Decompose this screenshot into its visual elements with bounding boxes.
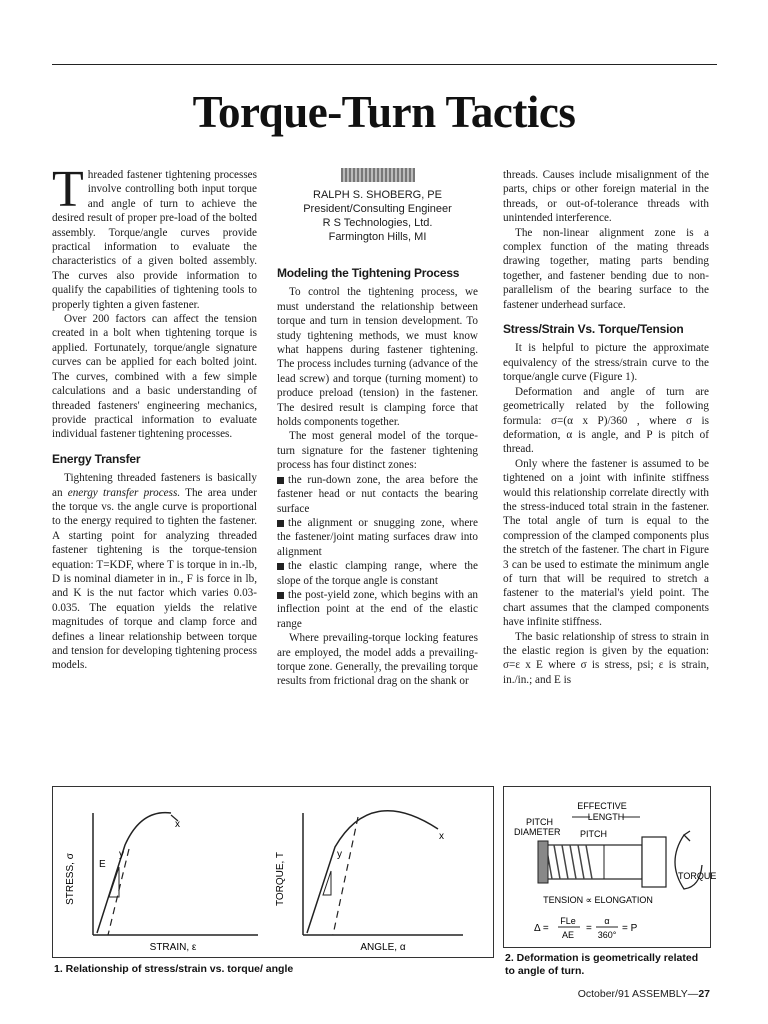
modulus-triangle — [109, 867, 119, 897]
pitch-diameter-label-1: PITCH — [526, 817, 553, 827]
article-title: Torque-Turn Tactics — [192, 87, 576, 137]
paragraph: The most general model of the torque-turn signature for the fastener tightening process has four distinct zones: — [277, 430, 478, 472]
bolt-head — [642, 837, 666, 887]
effective-label: EFFECTIVE — [577, 801, 627, 811]
bullet-item: the alignment or snugging zone, where the fastener/joint mating surfaces draw into alignment — [277, 516, 478, 558]
bullet-icon — [277, 520, 284, 527]
formula-p: = P — [622, 923, 638, 934]
modulus-label: E — [99, 859, 106, 870]
bullet-item: the run-down zone, the area before the fastener head or nut contacts the bearing surface — [277, 473, 478, 515]
author-location: Farmington Hills, MI — [328, 231, 427, 243]
yield-label: y — [119, 849, 124, 860]
tension-label: TENSION ∝ ELONGATION — [543, 895, 653, 905]
author-company: R S Technologies, Ltd. — [322, 217, 433, 229]
page-footer — [578, 988, 710, 1000]
figure-1-graphs — [53, 787, 493, 957]
failure-label-right: x — [439, 831, 444, 842]
paragraph: It is helpful to picture the approximate equivalency of the stress/strain curve to the torque/angle curve (Figure 1). — [503, 342, 709, 384]
section-heading-modeling: Modeling the Tightening Process — [277, 266, 460, 280]
formula-numerator: FLe — [560, 916, 576, 926]
paragraph: The basic relationship of stress to strain in the elastic region is given by the equation: σ=ε x E where σ is stress, psi; ε is strain, in./in.; and E is — [503, 630, 709, 686]
slope-triangle — [323, 871, 331, 895]
formula-denominator: AE — [561, 930, 575, 940]
formula-equals: = — [586, 923, 592, 934]
torque-arrowhead-icon — [684, 831, 690, 841]
section-heading-energy: Energy Transfer — [52, 451, 141, 466]
intro-paragraph: Threaded fastener tightening processes involve controlling both input torque and angle of turn to achieve the desired result of proper pre-load of the bolted assembly. Torque/angle curves provide practical information to evaluate the characteristics of a given bolted assembly. The curves also provide information to qualify the capabilities of tightening tools to properly tighten a given fastener. — [52, 161, 257, 311]
nut — [538, 841, 548, 883]
column-1 — [52, 161, 257, 673]
yield-label-right: y — [337, 849, 342, 860]
pitch-diameter-label-2: DIAMETER — [514, 827, 561, 837]
torque-offset-line — [333, 817, 358, 935]
column-2 — [277, 168, 478, 689]
section-heading-stress: Stress/Strain Vs. Torque/Tension — [503, 322, 684, 337]
bullet-icon — [277, 563, 284, 570]
length-label: LENGTH — [587, 812, 625, 822]
footer-issue: October/91 ASSEMBLY— — [577, 988, 699, 1000]
top-rule — [52, 64, 717, 65]
torque-label: TORQUE — [678, 871, 717, 881]
figure-1-caption: 1. Relationship of stress/strain vs. torque/ angle — [54, 963, 294, 975]
paragraph: Only where the fastener is assumed to be tightened on a joint with infinite stiffness would this relationship correlate directly with the stress-induced total strain in the fastener. The total angle of turn is equal to the compression of the clamped components plus the stretch of the fastener. The chart in Figure 3 can be used to estimate the minimum angle of turn that will be required to stretch a fastener to the material's yield point. The chart assumes that the clamped components have infinite stiffness. — [503, 457, 709, 629]
failure-label: x — [175, 819, 180, 830]
paragraph: Over 200 factors can affect the tension created in a bolt when tightening torque is applied. Fortunately, torque/angle signature curves can be applied for each bolted joint. The curves, combined with a few simple calculations and a basic understanding of threaded fasteners' engineering mechanics, provide practical information to evaluate individual fastener tightening processes. — [52, 313, 257, 441]
paragraph: The non-linear alignment zone is a complex function of the mating threads drawing together, mating parts bending together, and fastener bending due to non-parallelism of the bearing surface to the fastener underhead surface. — [503, 226, 709, 311]
bullet-icon — [277, 592, 284, 599]
strain-label: STRAIN, ε — [149, 942, 197, 953]
formula-360: 360° — [597, 930, 617, 940]
stress-strain-curve — [97, 813, 171, 933]
torque-label: TORQUE, T — [275, 851, 286, 907]
paragraph: Where prevailing-torque locking features are employed, the model adds a prevailing-torque zone. Generally, the prevailing torque results from frictional drag on the shank or — [277, 632, 478, 688]
author-block — [277, 168, 478, 244]
author-name: RALPH S. SHOBERG, PE — [313, 189, 442, 201]
figure-1 — [52, 786, 494, 958]
page-number: 27 — [698, 988, 710, 1000]
figure-2 — [503, 786, 717, 948]
bullet-icon — [277, 477, 284, 484]
paragraph: Tightening threaded fasteners is basically an energy transfer process. The area under the torque vs. the angle curve is proportional to the energy required to tighten the fastener. A starting point for analyzing threaded fastener tightening is the torque-tension equation: T=KDF, where T is torque in in.-lb, D is nominal diameter in in., F is force in lb, and K is the nut factor which varies 0.03-0.035. The equation yields the relative magnitudes of torque and clamp force and defines a linear relationship between torque and tension for developing tightening process models. — [52, 472, 257, 672]
author-role: President/Consulting Engineer — [303, 203, 452, 215]
paragraph: To control the tightening process, we must understand the relationship between torque and turn in tension development. To study tightening methods, we must know what happens during fastener tightening. The process includes turning (advance of the lead screw) and torque (turning moment) to produce preload (tension) in the fastener. The desired result is clamping force that holds components together. — [277, 286, 478, 429]
torque-angle-curve — [307, 811, 438, 933]
figure-2-caption: 2. Deformation is geometrically related to angle of turn. — [505, 952, 699, 977]
formula-alpha: α — [604, 916, 610, 926]
author-photo — [341, 168, 415, 182]
angle-label: ANGLE, α — [360, 942, 406, 953]
paragraph: threads. Causes include misalignment of the parts, chips or other foreign material in the threads, or out-of-tolerance threads with unintended interference. — [503, 169, 709, 225]
pitch-label: PITCH — [580, 829, 607, 839]
bullet-item: the post-yield zone, which begins with an inflection point at the end of the elastic range — [277, 588, 478, 630]
paragraph: Deformation and angle of turn are geometrically related by the following formula: σ=(α x P)/360 , where σ is deformation, α is angle, and P is pitch of thread. — [503, 385, 709, 456]
stress-label: STRESS, σ — [65, 853, 76, 905]
figure-2-diagram — [504, 787, 717, 947]
drop-cap: T — [52, 161, 84, 218]
column-3 — [503, 168, 709, 687]
formula-delta: Δ = — [534, 923, 549, 934]
bullet-item: the elastic clamping range, where the slope of the torque angle is constant — [277, 560, 478, 587]
